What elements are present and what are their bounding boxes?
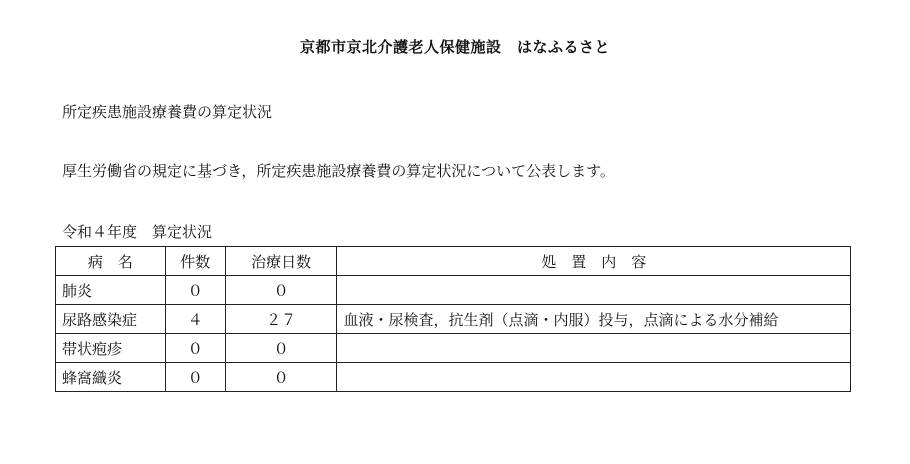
calculation-status-table — [55, 246, 851, 392]
period-label: 令和４年度 算定状況 — [62, 223, 213, 241]
header-treatment: 処 置 内 容 — [337, 247, 851, 276]
table-row — [56, 363, 851, 392]
header-count: 件数 — [165, 247, 225, 276]
notice-text: 厚生労働省の規定に基づき，所定疾患施設療養費の算定状況について公表します。 — [62, 162, 615, 180]
cell-treatment — [337, 334, 851, 363]
page-title: 京都市京北介護老人保健施設 はなふるさと — [299, 38, 610, 56]
cell-days: ０ — [225, 276, 337, 305]
cell-count: ０ — [165, 363, 225, 392]
cell-disease: 蜂窩織炎 — [56, 363, 166, 392]
header-disease: 病 名 — [56, 247, 166, 276]
cell-count: ０ — [165, 276, 225, 305]
cell-disease: 尿路感染症 — [56, 305, 166, 334]
cell-disease: 肺炎 — [56, 276, 166, 305]
cell-treatment: 血液・尿検査，抗生剤（点滴・内服）投与，点滴による水分補給 — [337, 305, 851, 334]
table-row — [56, 305, 851, 334]
section-heading: 所定疾患施設療養費の算定状況 — [62, 103, 273, 121]
cell-days: ０ — [225, 334, 337, 363]
cell-disease: 帯状疱疹 — [56, 334, 166, 363]
cell-days: ０ — [225, 363, 337, 392]
cell-treatment — [337, 363, 851, 392]
header-days: 治療日数 — [225, 247, 337, 276]
table-row — [56, 334, 851, 363]
cell-days: ２７ — [225, 305, 337, 334]
cell-count: ４ — [165, 305, 225, 334]
cell-count: ０ — [165, 334, 225, 363]
table-row — [56, 276, 851, 305]
table-header-row — [56, 247, 851, 276]
cell-treatment — [337, 276, 851, 305]
